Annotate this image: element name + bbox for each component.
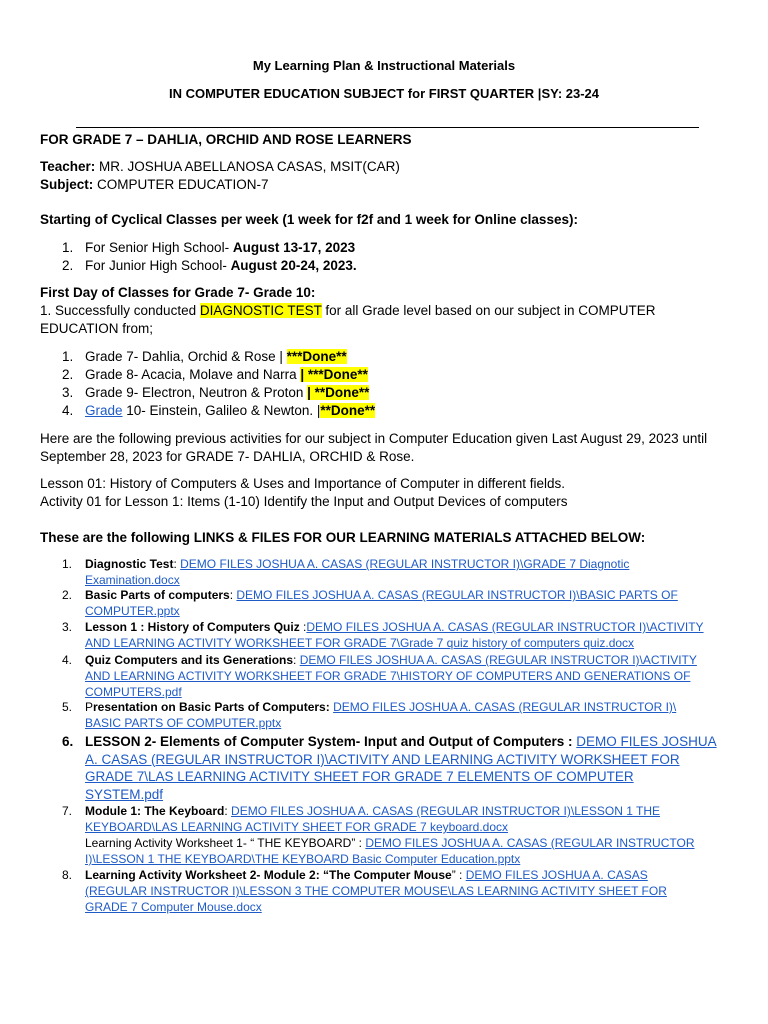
file-link[interactable]: AND LEARNING ACTIVITY WORKSHEET FOR GRADE 7\Grade 7 quiz history of computers quiz.docx xyxy=(85,636,635,650)
list-item: 4. Grade 10- Einstein, Galileo & Newton. |**Done** xyxy=(62,403,376,418)
file-link[interactable]: DEMO FILES JOSHUA A. CASAS (REGULAR INSTRUCTOR I)\ xyxy=(333,700,677,714)
list-item: 1. Grade 7- Dahlia, Orchid & Rose | ***Done** xyxy=(62,349,347,364)
lesson-line: Lesson 01: History of Computers & Uses and Importance of Computer in different fields. xyxy=(40,476,566,491)
cyclical-heading: Starting of Cyclical Classes per week (1 week for f2f and 1 week for Online classes): xyxy=(40,212,578,227)
file-link[interactable]: A. CASAS (REGULAR INSTRUCTOR I)\ACTIVITY AND LEARNING ACTIVITY WORKSHEET FOR xyxy=(85,751,680,767)
document-title: My Learning Plan & Instructional Materials xyxy=(252,58,516,73)
resource-item: 8. Learning Activity Worksheet 2- Module 2: “The Computer Mouse” : DEMO FILES JOSHUA A. CASAS (REGULAR INSTRUCTOR I)\LESSON 3 THE COMPUTER MOUSE\LAS LEARNING ACTIVITY SHEET FOR GRADE 7 Computer Mouse.docx xyxy=(62,868,667,914)
file-link[interactable]: DEMO FILES JOSHUA A. CASAS (REGULAR INSTRUCTOR I)\GRADE 7 Diagnotic xyxy=(180,557,630,571)
list-item: 2. For Junior High School- August 20-24, 2023. xyxy=(62,258,357,273)
file-link[interactable]: DEMO FILES JOSHUA A. CASAS (REGULAR INSTRUCTOR I)\ACTIVITY xyxy=(306,620,704,634)
first-day-line-1: 1. Successfully conducted DIAGNOSTIC TEST for all Grade level based on our subject in COMPUTER xyxy=(40,303,656,318)
file-link[interactable]: DEMO FILES JOSHUA A. CASAS (REGULAR INSTRUCTOR I)\ACTIVITY xyxy=(299,653,697,667)
first-day-heading: First Day of Classes for Grade 7- Grade 10: xyxy=(40,285,316,300)
previous-activities-line-1: Here are the following previous activities for our subject in Computer Education given Last August 29, 2023 until xyxy=(40,431,708,446)
file-link[interactable]: GRADE 7\LAS LEARNING ACTIVITY SHEET FOR GRADE 7 ELEMENTS OF COMPUTER xyxy=(85,769,634,784)
file-link[interactable]: I)\LESSON 1 THE KEYBOARD\THE KEYBOARD Basic Computer Education.pptx xyxy=(85,852,521,866)
resource-item: 5. Presentation on Basic Parts of Computers: DEMO FILES JOSHUA A. CASAS (REGULAR INSTRUCTOR I)\ BASIC PARTS OF COMPUTER.pptx xyxy=(62,700,677,730)
previous-activities-line-2: September 28, 2023 for GRADE 7- DAHLIA, ORCHID & Rose. xyxy=(40,449,415,464)
resource-item: 7. Module 1: The Keyboard: DEMO FILES JOSHUA A. CASAS (REGULAR INSTRUCTOR I)\LESSON 1 THE KEYBOARD\LAS LEARNING ACTIVITY SHEET FOR GRADE 7 keyboard.docx Learning Activity Worksheet 1- “ THE KEYBOARD” : DEMO FILES JOSHUA A. CASAS (REGULAR INSTRUCTOR I)\LESSON 1 THE KEYBOARD\THE KEYBOARD Basic Computer Education.pptx xyxy=(62,804,695,866)
file-link[interactable]: DEMO FILES JOSHUA A. CASAS xyxy=(465,868,648,882)
done-badge: | **Done** xyxy=(307,385,370,400)
file-link[interactable]: DEMO FILES JOSHUA xyxy=(576,734,717,749)
resource-item: 6. LESSON 2- Elements of Computer System- Input and Output of Computers : DEMO FILES JOSHUA A. CASAS (REGULAR INSTRUCTOR I)\ACTIVITY AND LEARNING ACTIVITY WORKSHEET FOR GRADE 7\LAS LEARNING ACTIVITY SHEET FOR GRADE 7 ELEMENTS OF COMPUTER SYSTEM.pdf xyxy=(62,734,717,802)
diagnostic-test-highlight: DIAGNOSTIC TEST xyxy=(199,303,322,318)
teacher-line xyxy=(40,158,400,176)
links-heading: These are the following LINKS & FILES FOR OUR LEARNING MATERIALS ATTACHED BELOW: xyxy=(40,530,646,545)
document-subtitle: IN COMPUTER EDUCATION SUBJECT for FIRST QUARTER |SY: 23-24 xyxy=(168,86,600,101)
resource-item: 1. Diagnostic Test: DEMO FILES JOSHUA A. CASAS (REGULAR INSTRUCTOR I)\GRADE 7 Diagnotic Examination.docx xyxy=(62,557,630,587)
subject-line xyxy=(40,176,269,194)
resource-item: 3. Lesson 1 : History of Computers Quiz :DEMO FILES JOSHUA A. CASAS (REGULAR INSTRUCTOR I)\ACTIVITY AND LEARNING ACTIVITY WORKSHEET FOR GRADE 7\Grade 7 quiz history of computers quiz.docx xyxy=(62,620,704,650)
list-item: 2. Grade 8- Acacia, Molave and Narra | ***Done** xyxy=(62,367,368,382)
grade-link[interactable]: Grade xyxy=(85,403,123,418)
activity-line: Activity 01 for Lesson 1: Items (1-10) Identify the Input and Output Devices of computers xyxy=(40,494,568,509)
file-link[interactable]: SYSTEM.pdf xyxy=(85,786,164,802)
file-link[interactable]: Examination.docx xyxy=(85,573,180,587)
grade-heading: FOR GRADE 7 – DAHLIA, ORCHID AND ROSE LEARNERS xyxy=(40,132,412,147)
file-link[interactable]: DEMO FILES JOSHUA A. CASAS (REGULAR INSTRUCTOR I)\BASIC PARTS OF xyxy=(236,588,678,602)
file-link[interactable]: KEYBOARD\LAS LEARNING ACTIVITY SHEET FOR GRADE 7 keyboard.docx xyxy=(85,820,509,834)
file-link[interactable]: GRADE 7 Computer Mouse.docx xyxy=(85,900,262,914)
resource-item: 2. Basic Parts of computers: DEMO FILES JOSHUA A. CASAS (REGULAR INSTRUCTOR I)\BASIC PARTS OF COMPUTER.pptx xyxy=(62,588,678,618)
done-badge: | ***Done** xyxy=(300,367,368,382)
file-link[interactable]: BASIC PARTS OF COMPUTER.pptx xyxy=(85,716,282,730)
done-badge: **Done** xyxy=(320,403,376,418)
teacher-label: Teacher: xyxy=(40,159,96,174)
done-badge: ***Done** xyxy=(286,349,347,364)
subject-label: Subject: xyxy=(40,177,94,192)
file-link[interactable]: DEMO FILES JOSHUA A. CASAS (REGULAR INSTRUCTOR xyxy=(365,836,695,850)
first-day-line-2: EDUCATION from; xyxy=(40,321,154,336)
title-divider xyxy=(76,127,699,128)
subject-value: COMPUTER EDUCATION-7 xyxy=(93,177,269,192)
file-link[interactable]: (REGULAR INSTRUCTOR I)\LESSON 3 THE COMPUTER MOUSE\LAS LEARNING ACTIVITY SHEET FOR xyxy=(85,884,667,898)
list-item: 3. Grade 9- Electron, Neutron & Proton | **Done** xyxy=(62,385,370,400)
list-item: 1. For Senior High School- August 13-17, 2023 xyxy=(62,240,356,255)
file-link[interactable]: AND LEARNING ACTIVITY WORKSHEET FOR GRADE 7\HISTORY OF COMPUTERS AND GENERATIONS OF xyxy=(85,669,691,683)
file-link[interactable]: COMPUTERS.pdf xyxy=(85,685,182,699)
file-link[interactable]: DEMO FILES JOSHUA A. CASAS (REGULAR INSTRUCTOR I)\LESSON 1 THE xyxy=(231,804,661,818)
teacher-value: MR. JOSHUA ABELLANOSA CASAS, MSIT(CAR) xyxy=(95,159,400,174)
file-link[interactable]: COMPUTER.pptx xyxy=(85,604,180,618)
resource-item: 4. Quiz Computers and its Generations: DEMO FILES JOSHUA A. CASAS (REGULAR INSTRUCTOR I)\ACTIVITY AND LEARNING ACTIVITY WORKSHEET FOR GRADE 7\HISTORY OF COMPUTERS AND GENERATIONS OF COMPUTERS.pdf xyxy=(62,653,697,699)
